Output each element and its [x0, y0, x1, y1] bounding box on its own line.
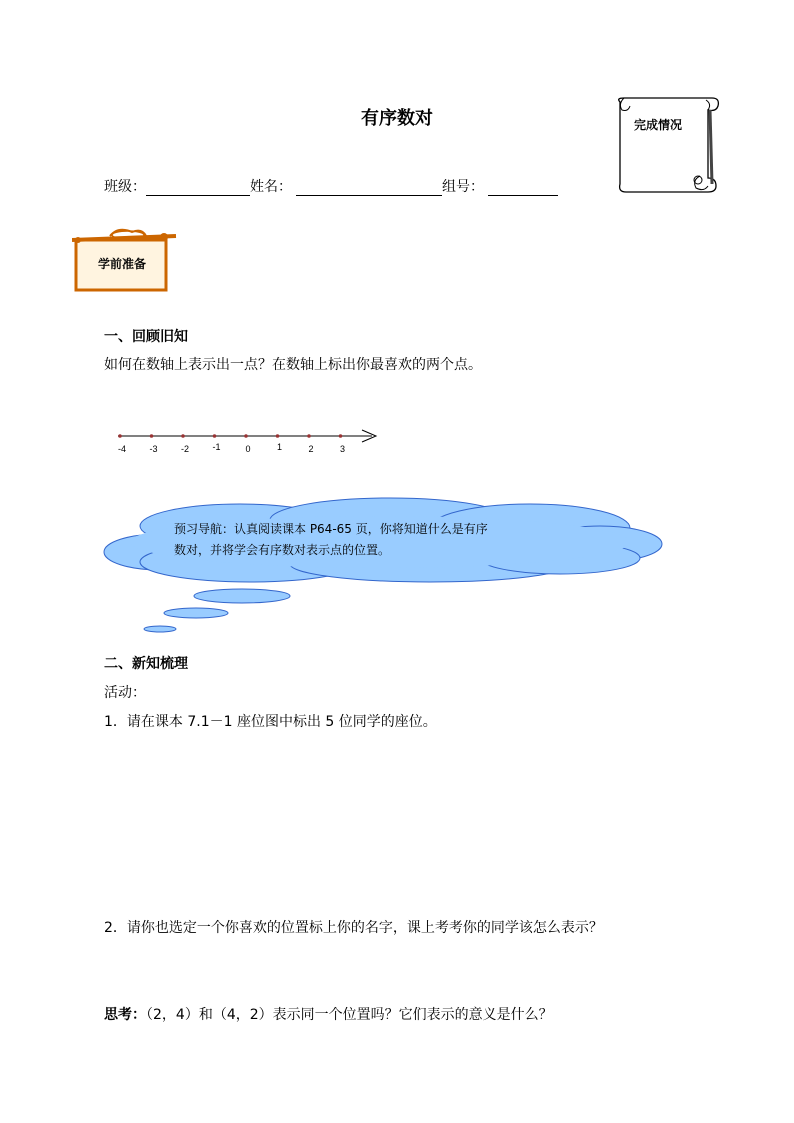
cloud-text-line2: 数对，并将学会有序数对表示点的位置。: [174, 543, 391, 557]
cloud-text-line1: 预习导航：认真阅读课本 P64-65 页，你将知道什么是有序: [174, 522, 488, 536]
activity-label: 活动：: [104, 685, 146, 701]
thought-bubble-3: [144, 626, 176, 632]
axis-tick-label: 2: [308, 444, 314, 454]
banner-label: 学前准备: [98, 257, 147, 271]
axis-point: [244, 434, 248, 438]
preview-cloud: [100, 496, 666, 636]
activity-item-1: 1．请在课本 7.1－1 座位图中标出 5 位同学的座位。: [104, 714, 437, 730]
axis-tick-label: -3: [149, 444, 158, 454]
page-title: 有序数对: [361, 108, 433, 129]
think-question: [104, 1004, 553, 1024]
class-label: 班级：: [104, 179, 146, 195]
section1-heading: 一、回顾旧知: [104, 329, 188, 345]
class-field[interactable]: [146, 179, 250, 196]
student-info-line: [104, 176, 558, 196]
axis-point: [213, 434, 217, 438]
number-line: [108, 426, 388, 460]
axis-point: [181, 434, 185, 438]
axis-point: [339, 434, 343, 438]
completion-badge: [612, 96, 722, 194]
thought-bubble-1: [194, 589, 290, 603]
section1-question: 如何在数轴上表示出一点？在数轴上标出你最喜欢的两个点。: [104, 357, 482, 373]
scroll-icon: [612, 96, 722, 194]
axis-point: [307, 434, 311, 438]
name-label: 姓名：: [250, 179, 292, 195]
axis-tick-label: -1: [212, 442, 221, 452]
axis-point: [150, 434, 154, 438]
axis-point: [276, 434, 280, 438]
group-field[interactable]: [488, 179, 558, 196]
axis-tick-label: 1: [276, 442, 283, 452]
axis-tick-label: -4: [117, 444, 127, 454]
thought-bubble-2: [164, 608, 228, 618]
axis-tick-label: 0: [245, 444, 251, 454]
axis-tick-label: 3: [339, 444, 346, 454]
section-banner: [72, 226, 180, 292]
group-label: 组号：: [442, 179, 484, 195]
section2-heading: 二、新知梳理: [104, 656, 188, 672]
completion-label: 完成情况: [634, 118, 683, 132]
think-label: 思考：: [104, 1007, 146, 1023]
activity-item-2: 2．请你也选定一个你喜欢的位置标上你的名字，课上考考你的同学该怎么表示？: [104, 920, 603, 936]
name-field[interactable]: [296, 179, 442, 196]
think-text: （2，4）和（4，2）表示同一个位置吗？它们表示的意义是什么？: [146, 1007, 553, 1023]
axis-tick-label: -2: [180, 444, 190, 454]
axis-point: [118, 434, 122, 438]
